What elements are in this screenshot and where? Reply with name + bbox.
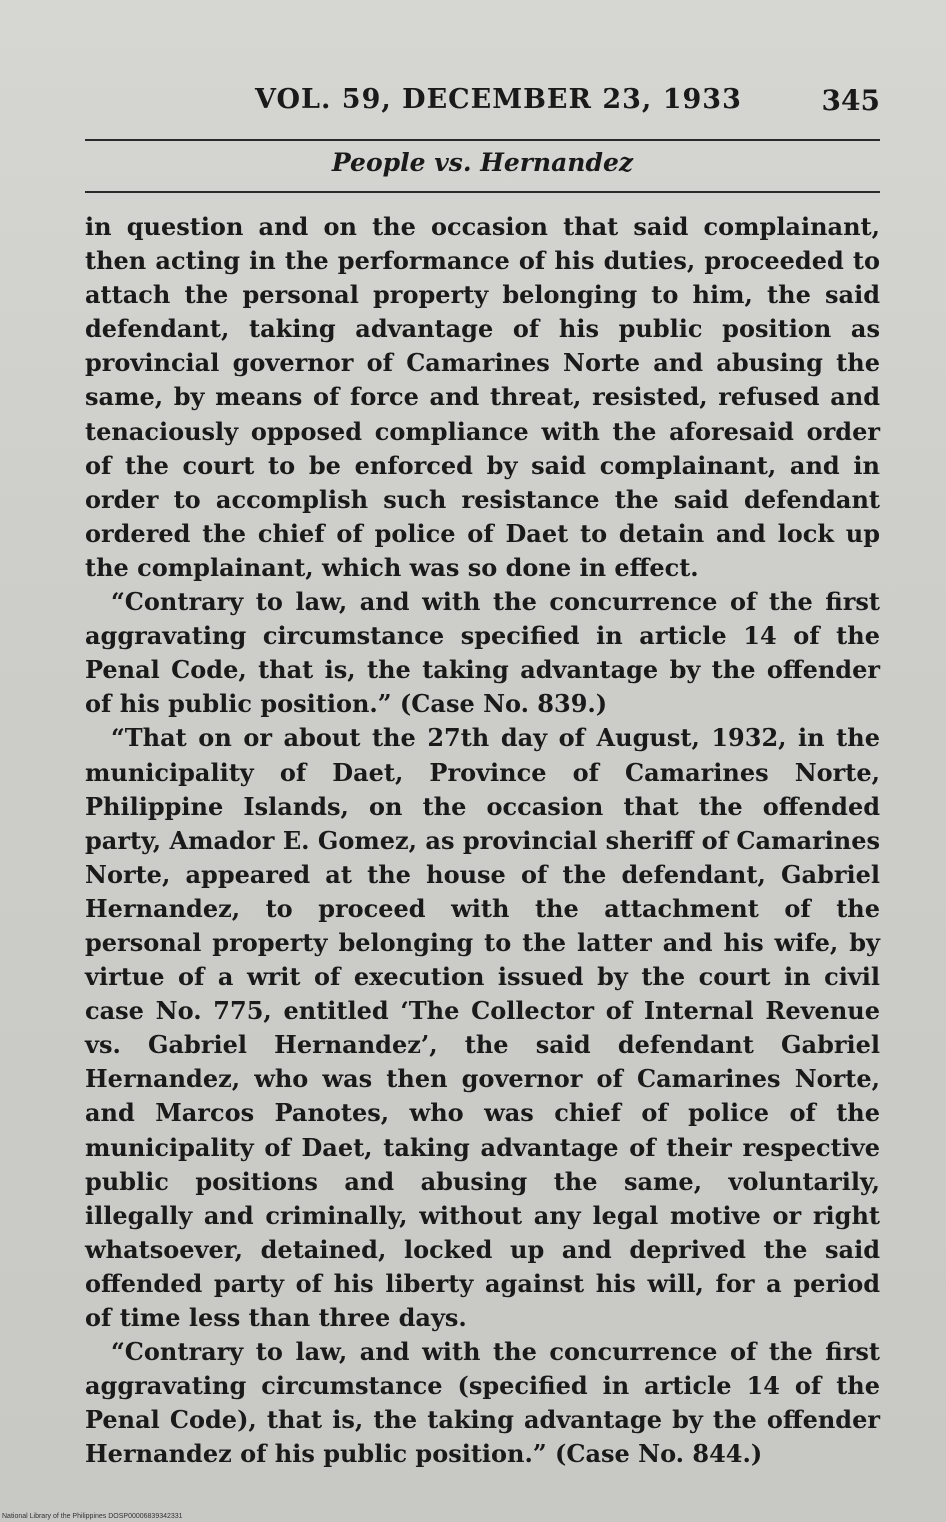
- paragraph-information-844: “That on or about the 27th day of August, 1932, in the municipality of Daet, Province of Camarines Norte, Philippine Islands, on the occasion that the offended party, Amador E. Gomez, as provincial sheriff of Camarines Norte, appeared at the house of the defendant, Gabriel Hernandez, to proceed with the attachment of the personal property belonging to the latter and his wife, by virtue of a writ of execution issued by the court in civil case No. 775, entitled ‘The Collector of Internal Revenue vs. Gabriel Hernandez’, the said defendant Gabriel Hernandez, who was then governor of Camarines Norte, and Marcos Panotes, who was chief of police of the municipality of Daet, taking advantage of their respective public positions and abusing the same, voluntarily, illegally and criminally, without any legal motive or right whatsoever, detained, locked up and deprived the said offended party of his liberty against his will, for a period of time less than three days.: [85, 723, 880, 1332]
- running-head: [85, 84, 880, 128]
- page-number: 345: [821, 84, 880, 117]
- header-rule-bottom: [85, 191, 880, 193]
- volume-date-line: VOL. 59, DECEMBER 23, 1933: [255, 84, 742, 115]
- paragraph-continuation: in question and on the occasion that said complainant, then acting in the performance of his duties, proceeded to attach the personal property belonging to him, the said defendant, taking advantage of his public position as provincial governor of Camarines Norte and abusing the same, by means of force and threat, resisted, refused and tenaciously opposed compliance with the aforesaid order of the court to be enforced by said complainant, and in order to accomplish such resistance the said defendant ordered the chief of police of Daet to detain and lock up the complainant, which was so done in effect.: [85, 212, 880, 582]
- body-text: [85, 210, 880, 1471]
- paragraph-contrary-to-law-839: “Contrary to law, and with the concurrence of the first aggravating circumstance specified in article 14 of the Penal Code, that is, the taking advantage by the offender of his public position.” (Case No. 839.): [85, 587, 880, 719]
- case-title: People vs. Hernandez: [331, 148, 634, 177]
- paragraph-contrary-to-law-844: “Contrary to law, and with the concurrence of the first aggravating circumstance (specified in article 14 of the Penal Code), that is, the taking advantage by the offender Hernandez of his public position.” (Case No. 844.): [85, 1337, 880, 1469]
- header-rule-top: [85, 139, 880, 141]
- source-footer-note: National Library of the Philippines DOSP00006839342331: [2, 1513, 183, 1520]
